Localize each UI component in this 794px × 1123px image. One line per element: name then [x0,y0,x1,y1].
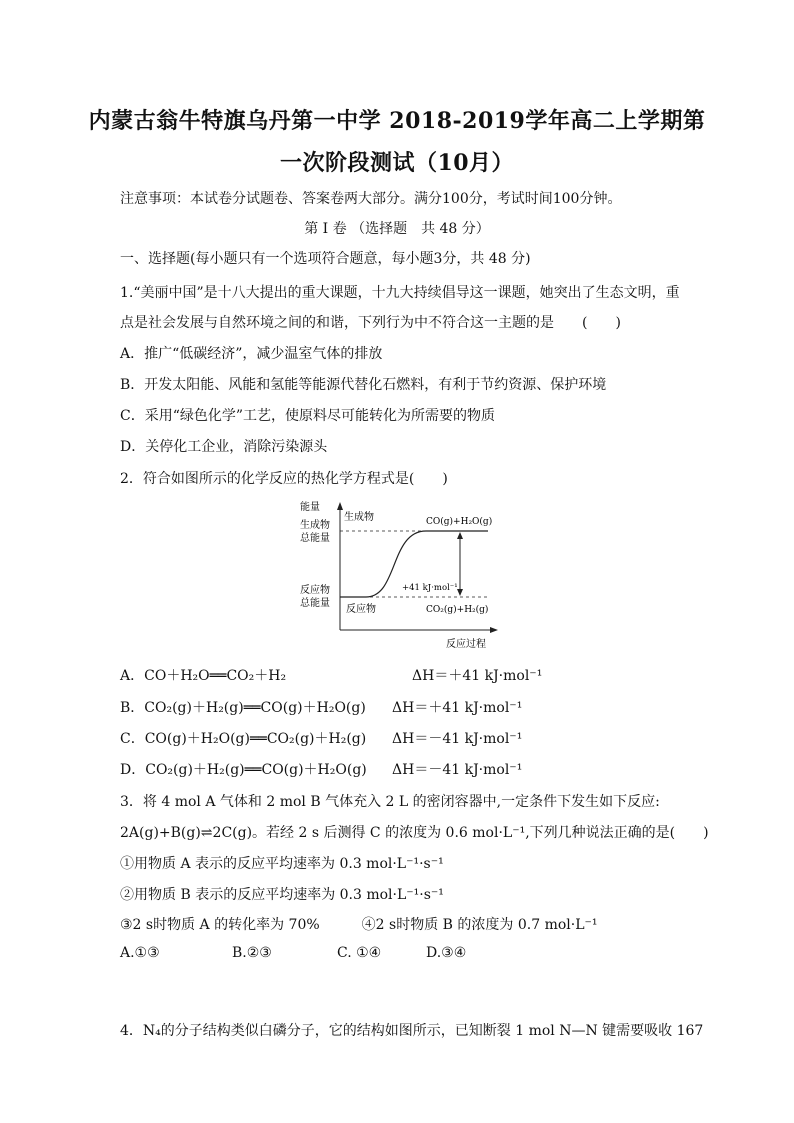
energy-diff-label: +41 kJ·mol⁻¹ [402,583,458,593]
x-axis-label: 反应过程 [446,639,486,650]
y-axis-arrow [337,502,343,510]
q3-stem-line1: 3．将 4 mol A 气体和 2 mol B 气体充入 2 L 的密闭容器中,一定条件下发生如下反应: [120,794,660,810]
q4-stem-line1: 4．N₄的分子结构类似白磷分子，它的结构如图所示，已知断裂 1 mol N—N 键需要吸收 167 [120,1023,704,1039]
lower-level-label-2: 总能量 [300,598,330,609]
q1-option-b: B．开发太阳能、风能和氢能等能源代替化石燃料，有利于节约资源、保护环境 [120,377,607,393]
q2-option-b: B．CO₂(g)＋H₂(g)══CO(g)＋H₂O(g) [120,700,366,716]
reactants-formula: CO₂(g)+H₂(g) [426,605,489,615]
q1-option-a: A．推广“低碳经济”，减少温室气体的排放 [120,346,383,362]
q2-option-d: D．CO₂(g)＋H₂(g)══CO(g)＋H₂O(g) [120,762,367,778]
q1-stem-line1: 1.“美丽中国”是十八大提出的重大课题，十九大持续倡导这一课题，她突出了生态文明，重 [120,285,680,301]
q3-option-d: D.③④ [426,945,467,961]
q2-option-a-equation: CO＋H₂O══CO₂＋H₂ [144,668,287,684]
q3-statement-3-4: ③2 s时物质 A 的转化率为 70% ④2 s时物质 B 的浓度为 0.7 mol·L⁻¹ [120,917,598,933]
upper-level-label-1: 生成物 [300,520,330,531]
q1-option-c: C．采用“绿色化学”工艺，使原料尽可能转化为所需要的物质 [120,408,496,424]
q3-stem-line2: 2A(g)+B(g)⇌2C(g)。若经 2 s 后测得 C 的浓度为 0.6 mol·L⁻¹,下列几种说法正确的是( ) [120,825,709,841]
x-axis-arrow [490,627,498,633]
q1-option-d: D．关停化工企业，消除污染源头 [120,439,328,455]
q2-option-c-dh: ΔH＝－41 kJ·mol⁻¹ [392,731,523,747]
q2-option-c-equation: CO(g)＋H₂O(g)══CO₂(g)＋H₂(g) [144,731,367,747]
q1-stem-line2: 点是社会发展与自然环境之间的和谐，下列行为中不符合这一主题的是 ( ) [120,315,621,331]
q3-option-a: A.①③ [120,945,160,961]
exam-title-line2: 一次阶段测试（10月） [279,150,515,176]
lower-level-label-1: 反应物 [300,585,330,596]
q3-option-c: C. ①④ [337,945,382,961]
reactants-tag: 反应物 [346,604,376,615]
q2-option-a-dh: ΔH＝＋41 kJ·mol⁻¹ [412,668,543,684]
part1-header: 一、选择题(每小题只有一个选项符合题意，每小题3分，共 48 分) [120,251,531,267]
q3-statement-2: ②用物质 B 表示的反应平均速率为 0.3 mol·L⁻¹·s⁻¹ [120,887,444,903]
q2-option-d-dh: ΔH＝－41 kJ·mol⁻¹ [392,762,523,778]
energy-diff-arrow-bottom [457,589,463,596]
q3-statement-1: ①用物质 A 表示的反应平均速率为 0.3 mol·L⁻¹·s⁻¹ [120,856,444,872]
q2-option-c: C．CO(g)＋H₂O(g)══CO₂(g)＋H₂(g) [120,731,367,747]
exam-notice: 注意事项：本试卷分试题卷、答案卷两大部分。满分100分，考试时间100分钟。 [120,191,622,207]
q2-option-b-equation: CO₂(g)＋H₂(g)══CO(g)＋H₂O(g) [144,700,366,716]
q2-option-b-dh: ΔH＝＋41 kJ·mol⁻¹ [392,700,523,716]
q2-stem: 2．符合如图所示的化学反应的热化学方程式是( ) [120,471,448,487]
energy-diff-arrow-top [457,532,463,539]
products-formula: CO(g)+H₂O(g) [426,517,493,527]
exam-title-line1: 内蒙古翁牛特旗乌丹第一中学 2018-2019学年高二上学期第 [88,108,706,134]
section-title: 第 I 卷 （选择题 共 48 分） [304,221,490,237]
upper-level-label-2: 总能量 [300,533,330,544]
energy-diagram [298,496,498,652]
products-tag: 生成物 [344,512,374,523]
q3-option-b: B.②③ [232,945,272,961]
q2-option-a: A．CO＋H₂O══CO₂＋H₂ [120,668,287,684]
y-axis-label: 能量 [300,502,320,513]
q2-option-d-equation: CO₂(g)＋H₂(g)══CO(g)＋H₂O(g) [145,762,367,778]
